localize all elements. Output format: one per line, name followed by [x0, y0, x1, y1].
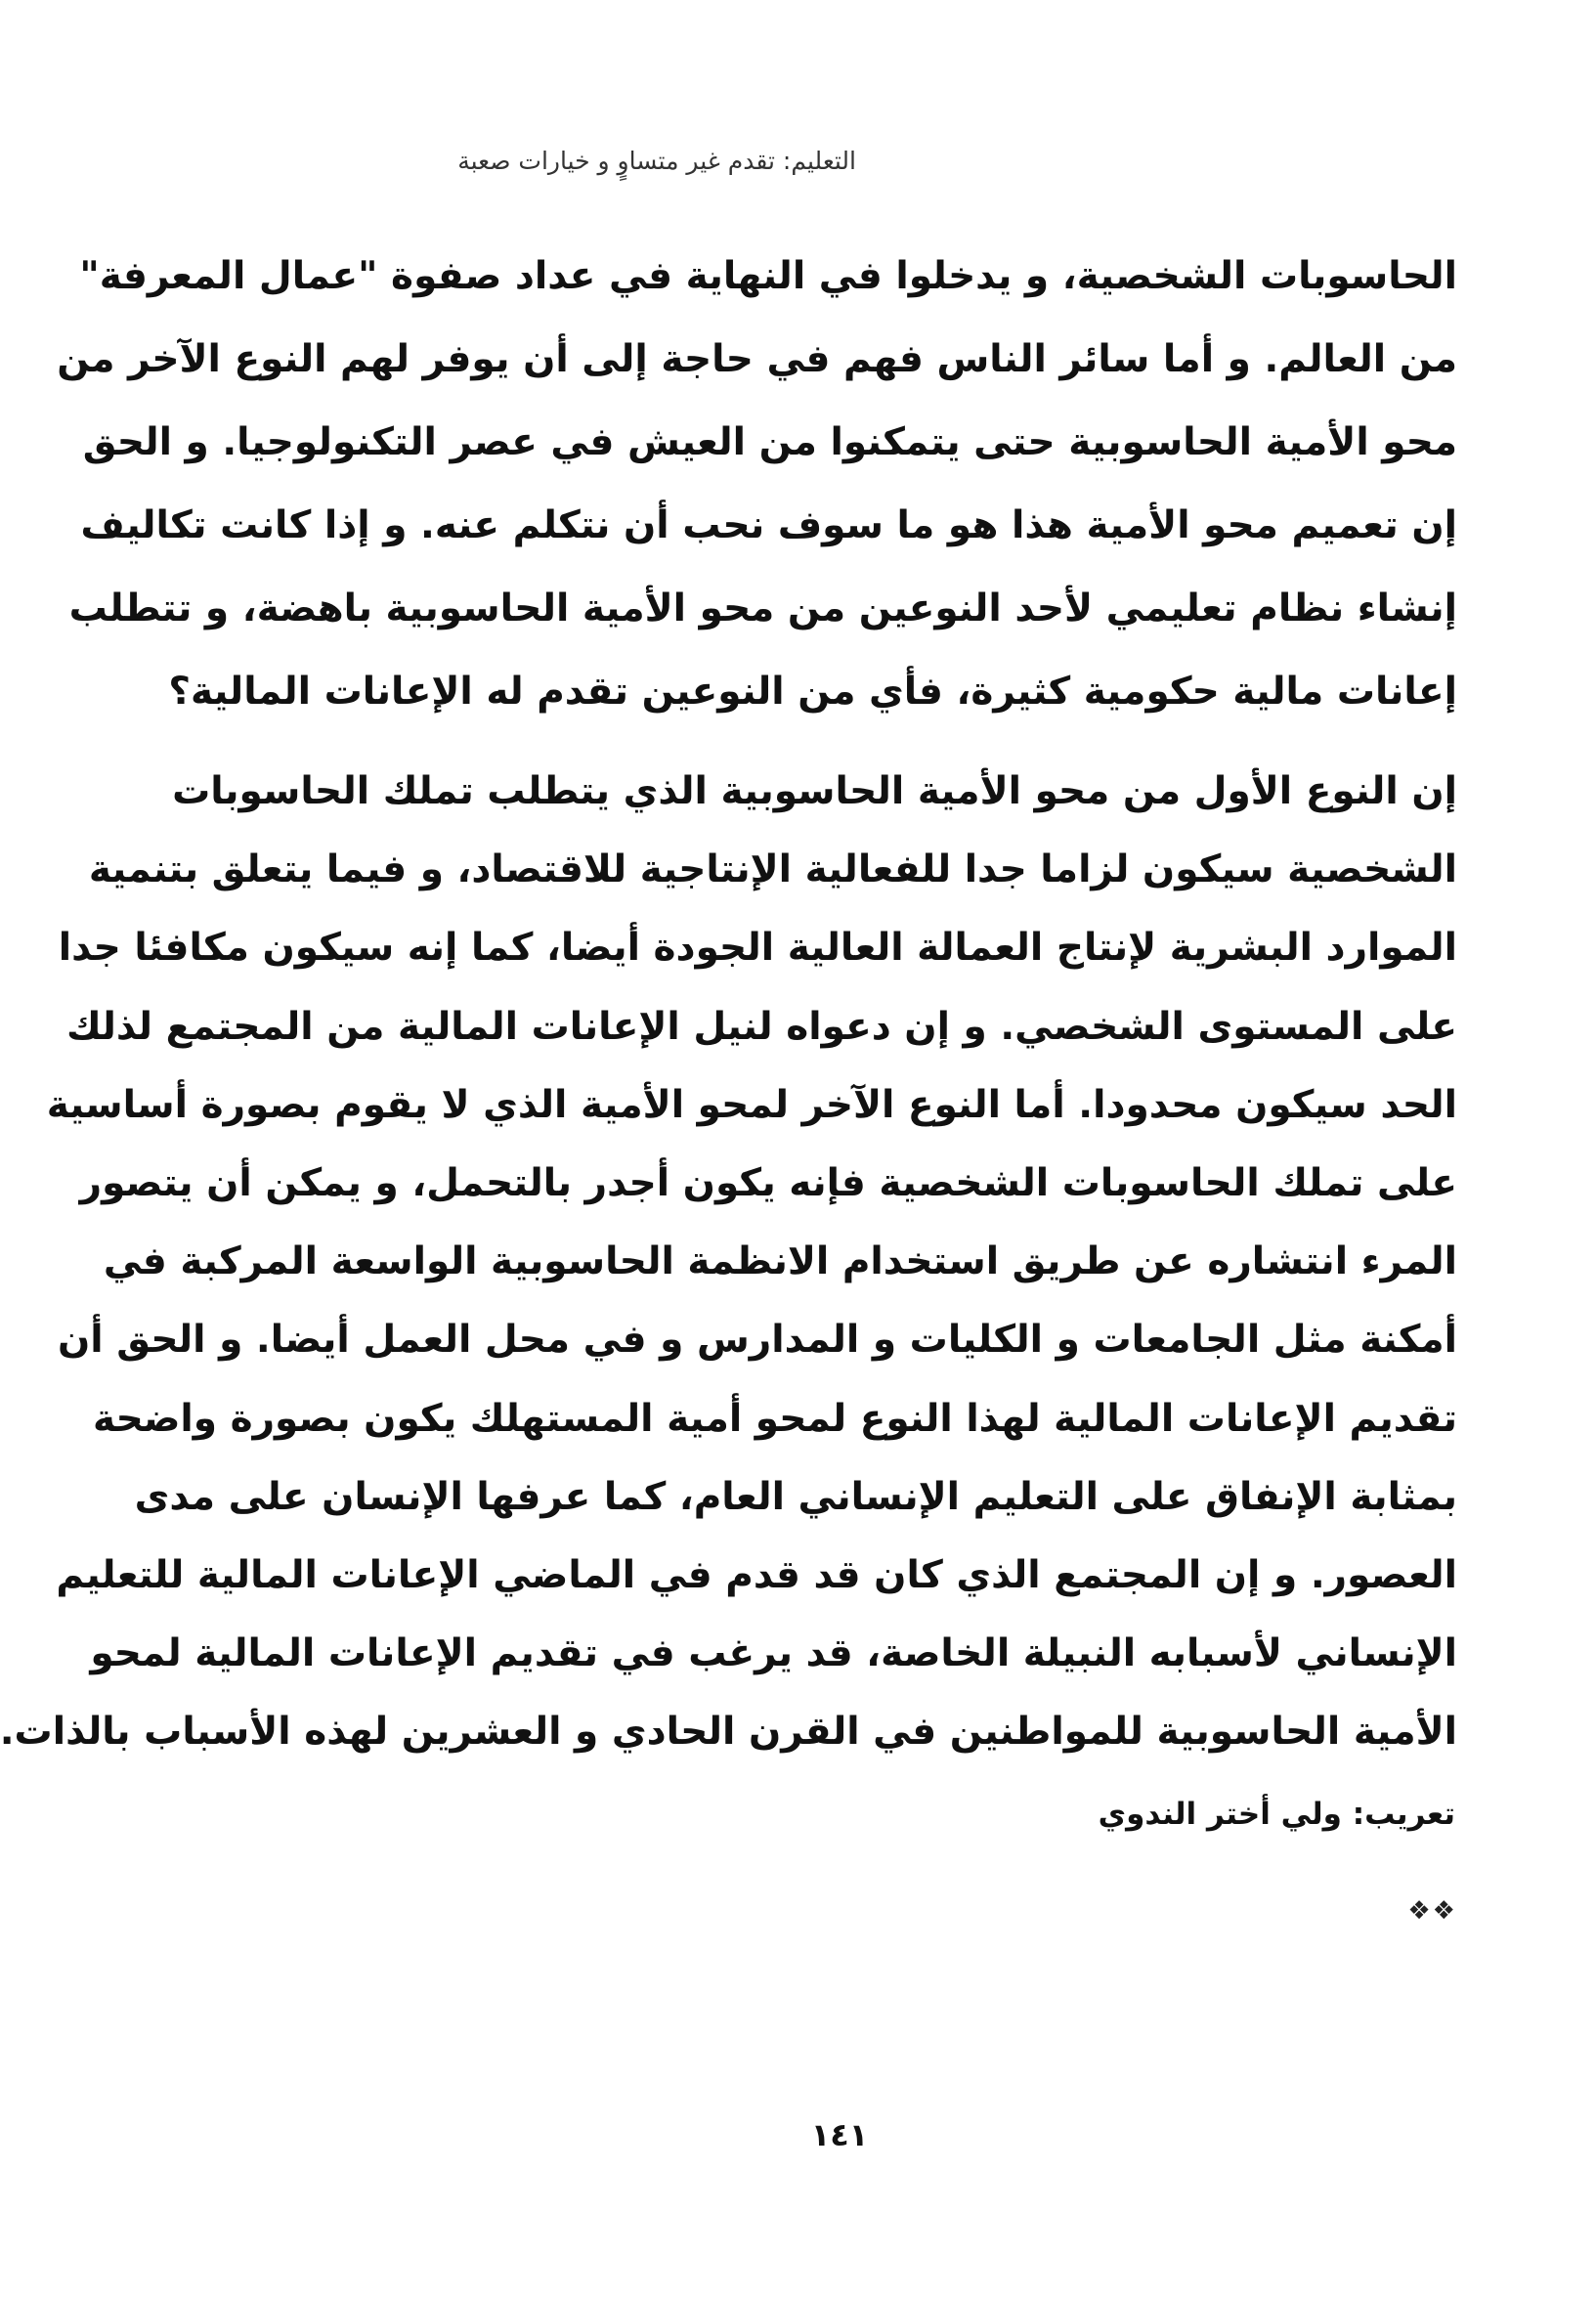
text-line: العصور. و إن المجتمع الذي كان قد قدم في الماضي الإعانات المالية للتعليم [56, 1552, 1457, 1597]
text-line: من العالم. و أما سائر الناس فهم في حاجة إلى أن يوفر لهم النوع الآخر من [57, 337, 1457, 381]
text-line: تقديم الإعانات المالية لهذا النوع لمحو أمية المستهلك يكون بصورة واضحة [92, 1396, 1457, 1441]
ornament-icon: ❖❖ [1407, 1896, 1457, 1926]
text-line: محو الأمية الحاسوبية حتى يتمكنوا من العيش في عصر التكنولوجيا. و الحق [82, 420, 1457, 464]
text-line: الإنساني لأسبابه النبيلة الخاصة، قد يرغب في تقديم الإعانات المالية لمحو [90, 1631, 1457, 1676]
text-line: الحاسوبات الشخصية، و يدخلوا في النهاية في عداد صفوة "عمال المعرفة" [79, 254, 1457, 298]
text-line: إنشاء نظام تعليمي لأحد النوعين من محو الأمية الحاسوبية باهضة، و تتطلب [68, 586, 1457, 630]
text-line: على تملك الحاسوبات الشخصية فإنه يكون أجدر بالتحمل، و يمكن أن يتصور [79, 1160, 1457, 1205]
text-line: الموارد البشرية لإنتاج العمالة العالية الجودة أيضا، كما إنه سيكون مكافئا جدا [58, 926, 1457, 971]
text-line: إن تعميم محو الأمية هذا هو ما سوف نحب أن نتكلم عنه. و إذا كانت تكاليف [80, 503, 1457, 547]
text-line: الأمية الحاسوبية للمواطنين في القرن الحادي و العشرين لهذه الأسباب بالذات. [0, 1710, 1457, 1755]
running-header: التعليم: تقدم غير متساوٍ و خيارات صعبة [457, 147, 856, 175]
paragraph-1 [57, 235, 1457, 733]
text-line: المرء انتشاره عن طريق استخدام الانظمة الحاسوبية الواسعة المركبة في [103, 1239, 1457, 1284]
paragraph-2 [0, 753, 1457, 1771]
text-line: على المستوى الشخصي. و إن دعواه لنيل الإعانات المالية من المجتمع لذلك [65, 1004, 1457, 1049]
text-line: إن النوع الأول من محو الأمية الحاسوبية الذي يتطلب تملك الحاسوبات [172, 769, 1457, 813]
text-line: أمكنة مثل الجامعات و الكليات و المدارس و في محل العمل أيضا. و الحق أن [57, 1318, 1457, 1363]
translator-credit: تعريب: ولي أختر الندوي [1098, 1797, 1455, 1832]
page-number: ١٤١ [810, 2116, 869, 2153]
text-line: إعانات مالية حكومية كثيرة، فأي من النوعين تقدم له الإعانات المالية؟ [168, 670, 1457, 714]
text-line: الشخصية سيكون لزاما جدا للفعالية الإنتاجية للاقتصاد، و فيما يتعلق بتنمية [88, 847, 1457, 892]
text-line: بمثابة الإنفاق على التعليم الإنساني العام، كما عرفها الإنسان على مدى [134, 1474, 1457, 1519]
text-line: الحد سيكون محدودا. أما النوع الآخر لمحو الأمية الذي لا يقوم بصورة أساسية [46, 1082, 1457, 1127]
